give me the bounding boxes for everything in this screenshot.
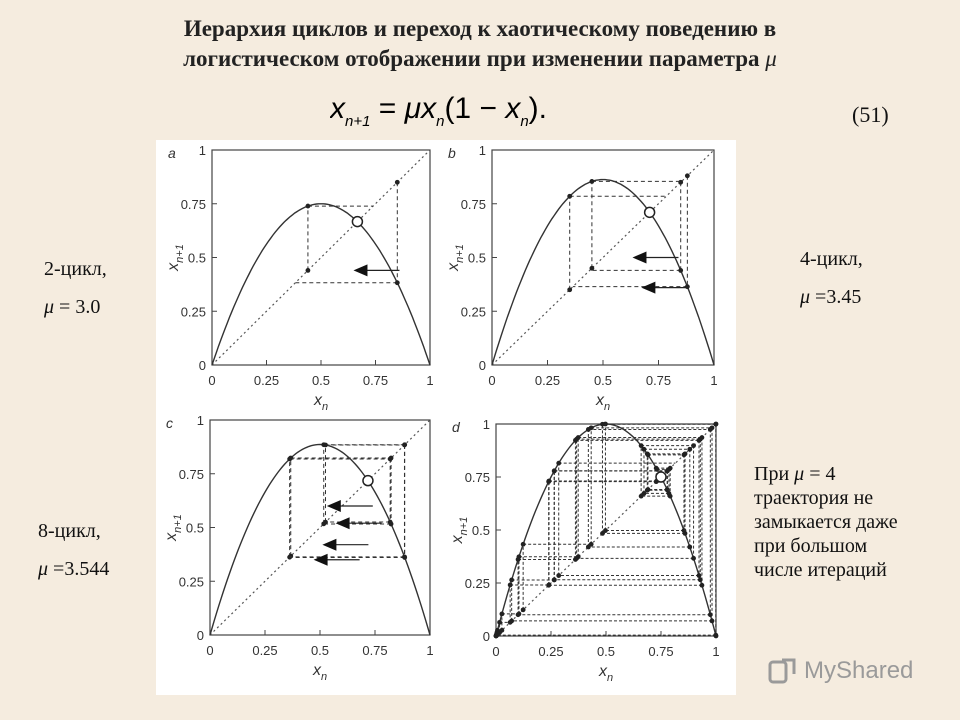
cycle-point — [667, 491, 672, 496]
cycle-point — [323, 443, 328, 448]
chaos-line-4: при большом — [754, 535, 868, 557]
y-tick-label: 0.5 — [185, 520, 204, 536]
diagonal-point — [691, 443, 696, 448]
chaos-line-3: замыкается даже — [754, 511, 898, 533]
cycle-point — [552, 468, 557, 473]
x-axis-label: $x_n$ — [312, 662, 328, 683]
chaos-line-5: числе итераций — [754, 559, 887, 581]
unstable-fixed-point — [656, 472, 666, 482]
formula-sub-n2: n — [520, 113, 529, 130]
diagonal-point — [687, 447, 692, 452]
x-axis-subscript: n — [321, 401, 329, 413]
diagonal-point — [516, 612, 521, 617]
label-8-cycle — [38, 512, 109, 588]
formula-close: ). — [528, 92, 547, 125]
y-tick-label: 1 — [196, 413, 204, 428]
diagonal-point — [388, 457, 393, 462]
panel-letter: a — [168, 145, 176, 161]
mu-value: =3.45 — [815, 286, 862, 308]
diagonal-point — [556, 573, 561, 578]
label-4-cycle-mu — [800, 278, 863, 316]
x-axis-label: $x_n$ — [595, 392, 611, 413]
x-tick-label: 0 — [488, 373, 496, 388]
chart-panel-a — [165, 143, 434, 413]
diagonal-point — [402, 443, 407, 448]
formula-x: x — [330, 92, 345, 125]
label-4-cycle-name: 4-цикл, — [800, 248, 863, 270]
unstable-fixed-point — [363, 476, 373, 486]
y-tick-label: 0.75 — [460, 196, 486, 212]
x-tick-label: 1 — [426, 643, 434, 658]
y-tick-label: 0.75 — [464, 470, 490, 485]
chart-panel-d — [449, 417, 720, 684]
y-tick-label: 0.5 — [187, 250, 206, 266]
formula-x2: x — [505, 92, 521, 125]
y-tick-label: 1 — [198, 143, 206, 158]
cycle-point — [600, 422, 605, 427]
cycle-point — [388, 520, 393, 525]
cycle-point — [287, 457, 292, 462]
label-8-cycle-mu — [38, 550, 109, 588]
y-tick-label: 0 — [482, 629, 490, 644]
y-tick-label: 0.75 — [180, 196, 206, 212]
cycle-point — [509, 578, 514, 583]
diagonal-point — [708, 427, 713, 432]
cycle-point — [713, 633, 718, 638]
y-axis-subscript: n+1 — [454, 244, 466, 263]
diagonal-point — [678, 180, 683, 185]
diagonal-point — [497, 630, 502, 635]
diagonal-point — [521, 607, 526, 612]
y-tick-label: 0 — [478, 358, 486, 373]
x-tick-label: 0 — [492, 644, 500, 659]
y-axis-label: $x_{n+1}$ — [165, 244, 186, 271]
y-axis-label: $x_{n+1}$ — [445, 244, 466, 271]
cycle-point — [710, 619, 715, 624]
diagonal-point — [395, 180, 400, 185]
panel-letter: b — [448, 145, 456, 161]
cycle-point — [499, 611, 504, 616]
cycle-point — [700, 583, 705, 588]
cycle-point — [521, 542, 526, 547]
chart-panel-c — [163, 413, 434, 683]
title-line-1: Иерархия циклов и переход к хаотическому поведению в — [183, 16, 777, 41]
y-tick-label: 0 — [198, 358, 206, 373]
x-tick-label: 0.75 — [645, 373, 672, 388]
formula-sub-n: n — [436, 113, 445, 130]
cycle-point — [590, 179, 595, 184]
y-tick-label: 1 — [482, 417, 490, 432]
x-tick-label: 0.25 — [252, 643, 278, 658]
watermark — [768, 656, 913, 686]
y-axis-label: $x_{n+1}$ — [163, 514, 184, 541]
title-line-2-text: логистическом отображении при изменении параметра — [183, 46, 760, 71]
x-tick-label: 0 — [206, 643, 214, 658]
diagonal-point — [547, 583, 552, 588]
diagonal-point — [567, 287, 572, 292]
label-chaos — [754, 462, 934, 582]
diagonal-point — [600, 531, 605, 536]
y-axis-subscript: n+1 — [172, 514, 184, 533]
x-tick-label: 0.5 — [311, 373, 331, 388]
mu-value: = 4 — [809, 463, 836, 485]
cycle-point — [547, 479, 552, 484]
x-tick-label: 0.75 — [648, 644, 674, 659]
cycle-point — [516, 557, 521, 562]
title-mu-symbol: μ — [765, 46, 777, 71]
cycle-point — [567, 194, 572, 199]
chart-panel-b — [445, 143, 718, 413]
y-tick-label: 0.5 — [467, 250, 486, 266]
y-tick-label: 0.75 — [178, 466, 204, 482]
unstable-fixed-point — [645, 207, 655, 217]
cycle-point — [395, 280, 400, 285]
watermark-logo-icon — [768, 656, 798, 686]
diagonal-point — [642, 491, 647, 496]
diagonal-point — [667, 467, 672, 472]
mu-value: =3.544 — [53, 558, 110, 580]
y-tick-label: 0 — [196, 628, 204, 643]
label-4-cycle — [800, 240, 863, 316]
y-tick-label: 1 — [478, 143, 486, 158]
mu-symbol: μ — [38, 558, 49, 580]
label-2-cycle — [44, 250, 107, 326]
diagonal-point — [552, 577, 557, 582]
x-tick-label: 0.5 — [310, 643, 330, 658]
x-tick-label: 0.25 — [534, 373, 561, 388]
cycle-point — [654, 467, 659, 472]
formula-paren: (1 − — [444, 92, 506, 125]
y-axis-subscript: n+1 — [458, 516, 470, 536]
x-axis-label: $x_n$ — [598, 663, 614, 684]
cycle-point — [556, 461, 561, 466]
y-tick-label: 0.25 — [178, 574, 204, 590]
cycle-point — [683, 531, 688, 536]
x-axis-subscript: n — [606, 672, 614, 684]
diagonal-point — [590, 266, 595, 271]
x-tick-label: 0.25 — [253, 373, 280, 388]
diagonal-point — [323, 520, 328, 525]
y-tick-label: 0.25 — [460, 304, 486, 320]
mu-symbol: μ — [44, 296, 55, 318]
cycle-point — [645, 451, 650, 456]
diagonal-point — [685, 173, 690, 178]
cycle-point — [508, 583, 513, 588]
cycle-point — [687, 545, 692, 550]
cycle-point — [402, 554, 407, 559]
panel-letter: c — [166, 415, 173, 431]
mu-symbol: μ — [794, 463, 805, 485]
cycle-point — [708, 612, 713, 617]
cycle-point — [306, 204, 311, 209]
cycle-point — [586, 427, 591, 432]
y-tick-label: 0.25 — [464, 576, 490, 591]
cycle-point — [698, 577, 703, 582]
unstable-fixed-point — [352, 217, 362, 227]
cycle-point — [497, 620, 502, 625]
x-axis-label: $x_n$ — [313, 392, 329, 413]
watermark-text: MyShared — [804, 657, 914, 684]
diagonal-point — [713, 422, 718, 427]
cycle-point — [678, 268, 683, 273]
x-tick-label: 0.25 — [538, 644, 564, 659]
x-tick-label: 1 — [426, 373, 434, 388]
label-8-cycle-name: 8-цикл, — [38, 520, 101, 542]
x-tick-label: 0 — [208, 373, 216, 388]
y-axis-label: $x_{n+1}$ — [449, 516, 470, 544]
cycle-point — [573, 438, 578, 443]
diagonal-point — [586, 545, 591, 550]
x-tick-label: 0.5 — [596, 644, 616, 659]
x-tick-label: 1 — [712, 644, 720, 659]
x-tick-label: 0.5 — [593, 373, 613, 388]
mu-value: = 3.0 — [59, 296, 101, 318]
diagonal-point — [697, 438, 702, 443]
x-tick-label: 1 — [710, 373, 718, 388]
x-axis-subscript: n — [603, 401, 611, 413]
x-tick-label: 0.75 — [362, 373, 389, 388]
cycle-point — [691, 556, 696, 561]
y-tick-label: 0.5 — [471, 523, 490, 538]
cycle-point — [642, 447, 647, 452]
x-axis-subscript: n — [320, 671, 328, 683]
y-axis-subscript: n+1 — [174, 244, 186, 263]
diagonal-point — [306, 268, 311, 273]
diagonal-point — [508, 620, 513, 625]
mu-symbol: μ — [800, 286, 811, 308]
label-2-cycle-mu — [44, 288, 107, 326]
chaos-line-2: траектория не — [754, 487, 874, 509]
formula-sub-n1: n+1 — [345, 113, 371, 130]
y-tick-label: 0.25 — [180, 304, 206, 320]
label-2-cycle-name: 2-цикл, — [44, 258, 107, 280]
chaos-pre: При — [754, 463, 790, 485]
cycle-point — [697, 573, 702, 578]
formula-eq: = — [370, 92, 405, 125]
equation-number: (51) — [852, 102, 889, 127]
panel-letter: d — [452, 419, 460, 435]
formula-mu: μx — [404, 92, 437, 125]
diagonal-point — [573, 557, 578, 562]
cycle-point — [685, 284, 690, 289]
chaos-line-1 — [754, 462, 934, 486]
diagonal-point — [683, 451, 688, 456]
x-tick-label: 0.75 — [362, 643, 388, 658]
